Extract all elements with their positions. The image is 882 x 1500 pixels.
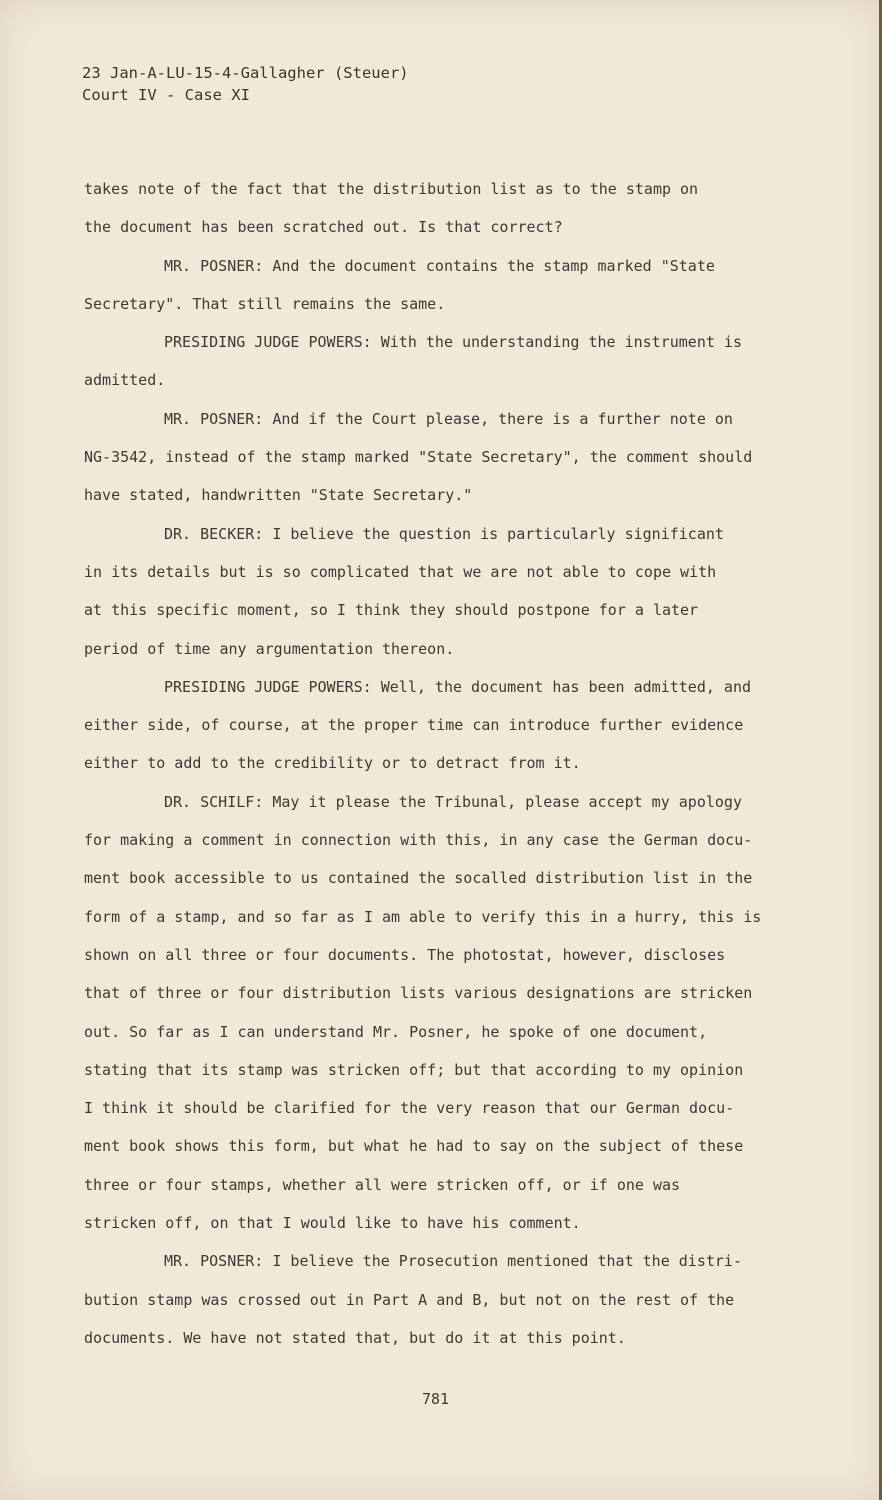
text-line: in its details but is so complicated that we are not able to cope with [84,562,717,581]
document-header [82,62,409,106]
text-line: three or four stamps, whether all were stricken off, or if one was [84,1175,681,1194]
header-line-1: 23 Jan-A-LU-15-4-Gallagher (Steuer) [82,64,409,82]
text-line: DR. SCHILF: May it please the Tribunal, please accept my apology [164,792,742,811]
text-line: admitted. [84,371,166,390]
text-line: stricken off, on that I would like to have his comment. [84,1214,581,1233]
text-line: PRESIDING JUDGE POWERS: Well, the document has been admitted, and [164,677,751,696]
text-line: at this specific moment, so I think they should postpone for a later [84,601,699,620]
text-line: either side, of course, at the proper time can introduce further evidence [84,716,744,735]
text-line: either to add to the credibility or to detract from it. [84,754,581,773]
text-line: takes note of the fact that the distribution list as to the stamp on [84,180,699,198]
text-line: PRESIDING JUDGE POWERS: With the understanding the instrument is [164,333,742,352]
text-line: ment book shows this form, but what he had to say on the subject of these [84,1137,744,1156]
text-line: stating that its stamp was stricken off; but that according to my opinion [84,1060,744,1079]
text-line: shown on all three or four documents. The photostat, however, discloses [84,945,726,964]
text-line: Secretary". That still remains the same. [84,294,446,313]
text-line: period of time any argumentation thereon. [84,639,455,658]
text-line: documents. We have not stated that, but do it at this point. [84,1328,626,1347]
text-line: have stated, handwritten "State Secretary." [84,486,473,505]
text-line: bution stamp was crossed out in Part A and B, but not on the rest of the [84,1290,735,1309]
page-number: 781 [422,1390,450,1408]
text-line: out. So far as I can understand Mr. Posner, he spoke of one document, [84,1022,708,1041]
text-line: MR. POSNER: And if the Court please, there is a further note on [164,409,733,428]
text-line: MR. POSNER: I believe the Prosecution mentioned that the distri- [164,1252,742,1271]
text-line: for making a comment in connection with this, in any case the German docu- [84,831,753,850]
text-line: MR. POSNER: And the document contains the stamp marked "State [164,256,715,275]
text-line: DR. BECKER: I believe the question is particularly significant [164,524,724,543]
transcript-body [84,170,814,1357]
header-line-2: Court IV - Case XI [82,86,250,104]
text-line: that of three or four distribution lists various designations are stricken [84,984,753,1003]
text-line: the document has been scratched out. Is that correct? [84,218,563,237]
text-line: NG-3542, instead of the stamp marked "State Secretary", the comment should [84,448,753,467]
text-line: form of a stamp, and so far as I am able to verify this in a hurry, this is [84,907,762,926]
text-line: ment book accessible to us contained the socalled distribution list in the [84,869,753,888]
text-line: I think it should be clarified for the very reason that our German docu- [84,1099,735,1118]
